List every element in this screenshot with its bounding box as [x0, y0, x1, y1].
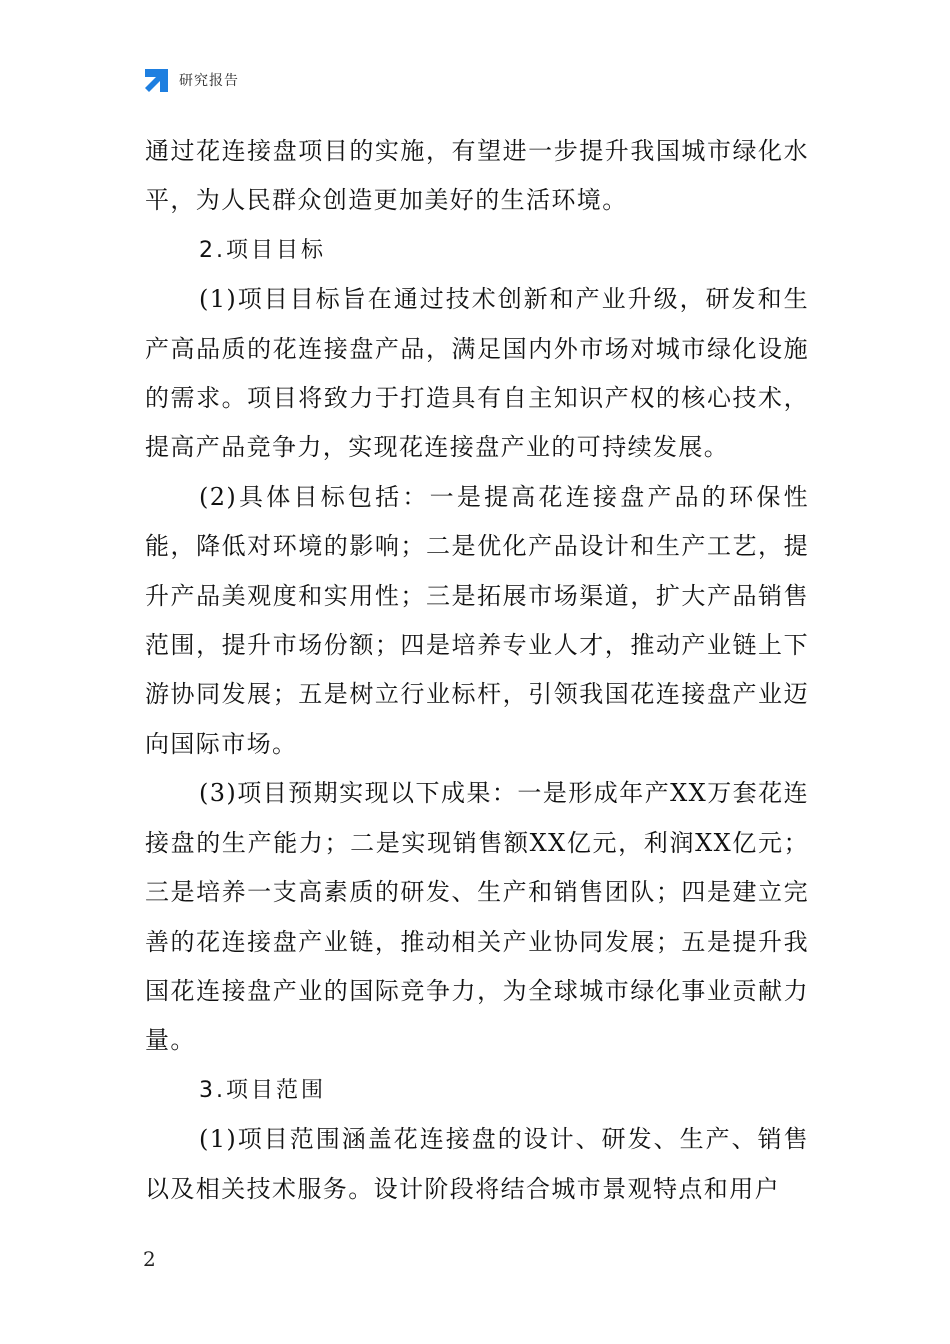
header-label: 研究报告	[179, 73, 239, 89]
paragraph-goal-1: (1)项目目标旨在通过技术创新和产业升级，研发和生产高品质的花连接盘产品，满足国内外市场对城市绿化设施的需求。项目将致力于打造具有自主知识产权的核心技术，提高产品竞争力，实现花连接盘产业的可持续发展。	[145, 285, 809, 462]
paragraph-scope-1: (1)项目范围涵盖花连接盘的设计、研发、生产、销售以及相关技术服务。设计阶段将结合城市景观特点和用户	[145, 1125, 809, 1203]
document-body	[145, 127, 809, 1214]
report-logo-icon	[143, 67, 170, 94]
paragraph-goal-3: (3)项目预期实现以下成果：一是形成年产XX万套花连接盘的生产能力；二是实现销售额XX亿元，利润XX亿元；三是培养一支高素质的研发、生产和销售团队；四是建立完善的花连接盘产业链，推动相关产业协同发展；五是提升我国花连接盘产业的国际竞争力，为全球城市绿化事业贡献力量。	[145, 779, 809, 1055]
section-heading-project-goals: 2.项目目标	[199, 237, 326, 263]
section-heading-project-scope: 3.项目范围	[199, 1077, 326, 1103]
report-header	[143, 66, 239, 94]
page-number: 2	[143, 1247, 156, 1271]
paragraph-continued: 通过花连接盘项目的实施，有望进一步提升我国城市绿化水平，为人民群众创造更加美好的生活环境。	[145, 137, 809, 215]
paragraph-goal-2: (2)具体目标包括：一是提高花连接盘产品的环保性能，降低对环境的影响；二是优化产品设计和生产工艺，提升产品美观度和实用性；三是拓展市场渠道，扩大产品销售范围，提升市场份额；四是培养专业人才，推动产业链上下游协同发展；五是树立行业标杆，引领我国花连接盘产业迈向国际市场。	[145, 482, 809, 758]
